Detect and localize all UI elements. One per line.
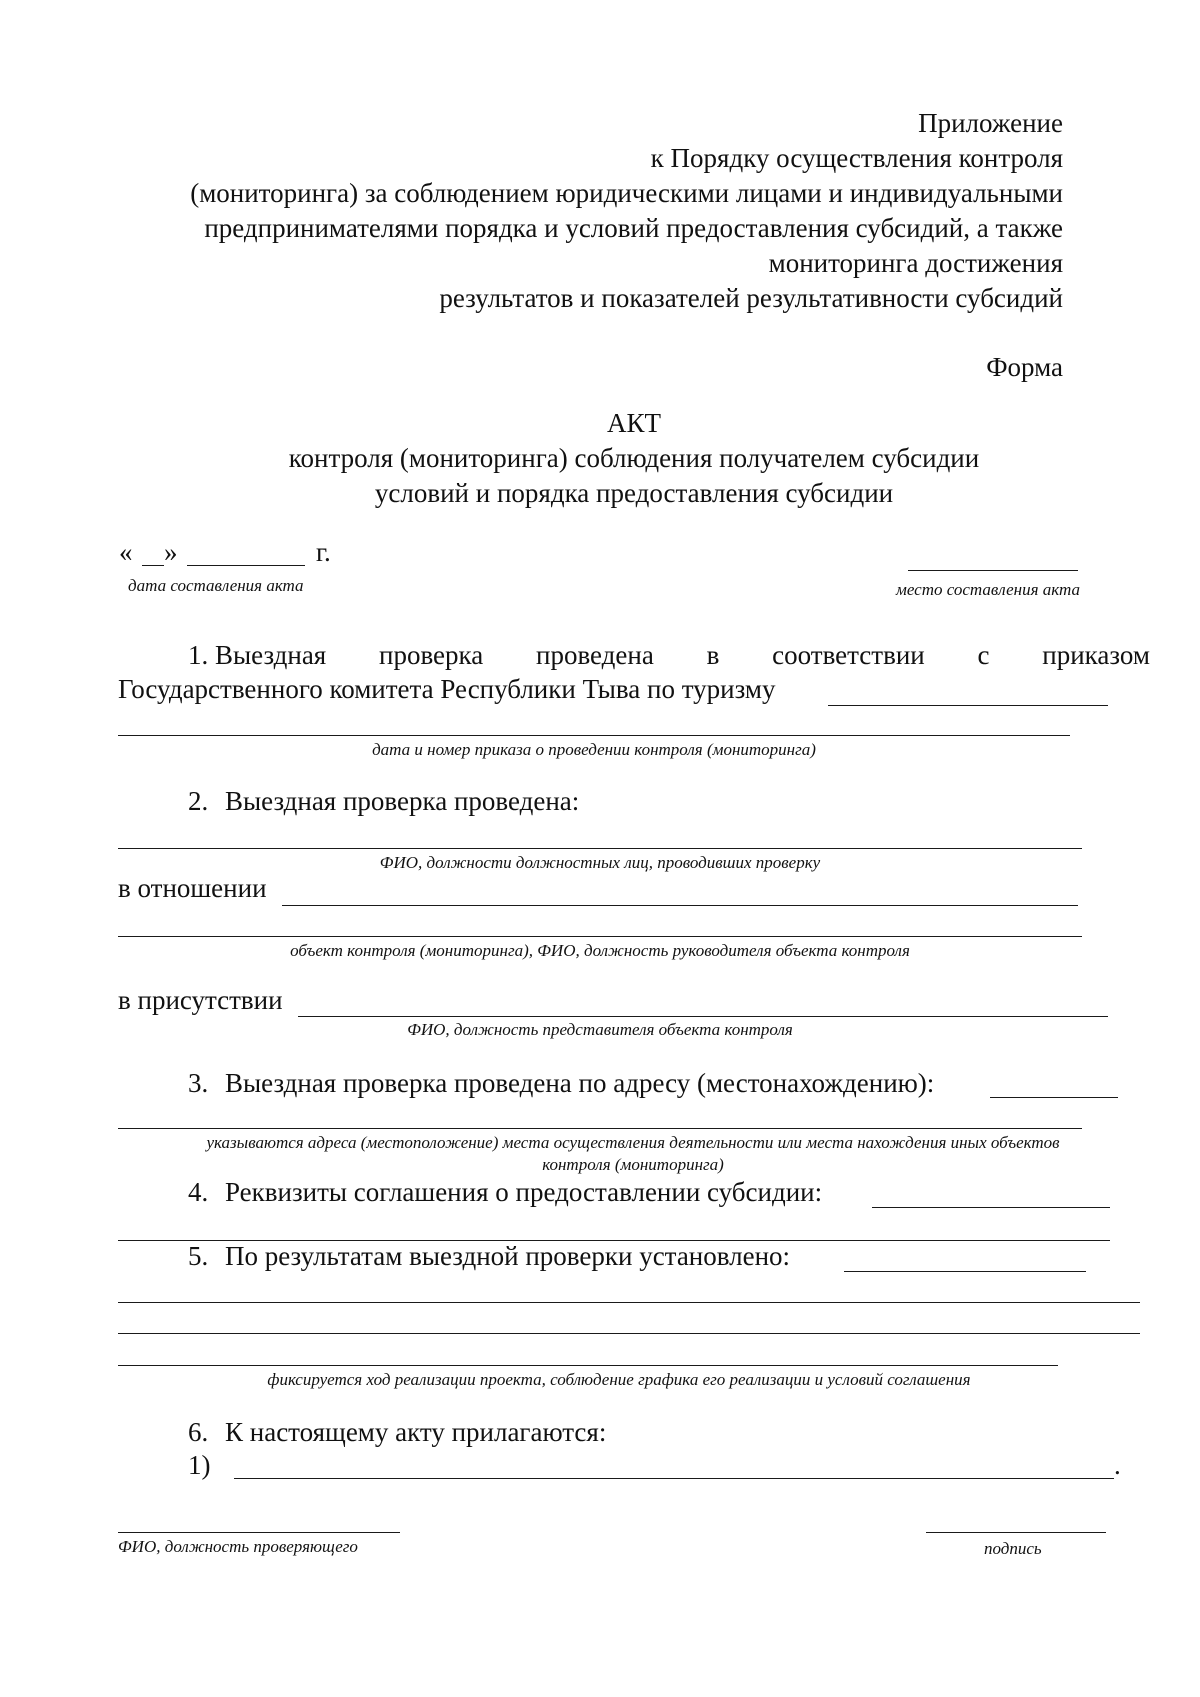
section5-heading [188, 1241, 790, 1272]
section1-order-line-2 [118, 735, 1070, 736]
date-day-line [142, 565, 164, 566]
section3-heading [188, 1068, 934, 1099]
section5-result-line-1 [844, 1271, 1086, 1272]
section6-item-number: 1) [188, 1450, 211, 1480]
signature-caption: подпись [984, 1539, 1042, 1558]
section1-word-5: с [977, 640, 990, 670]
section3-number: 3. [188, 1068, 209, 1098]
section2-caption-3: ФИО, должность представителя объекта контроля [407, 1020, 793, 1039]
section5-result-line-2 [118, 1302, 1140, 1303]
inspector-caption: ФИО, должность проверяющего [118, 1537, 358, 1556]
section1-word-0: Выездная [215, 640, 327, 670]
act-subtitle-1: контроля (мониторинга) соблюдения получателем субсидии [288, 443, 980, 473]
signature-line [926, 1532, 1106, 1533]
section3-address-line-1 [990, 1097, 1118, 1098]
section2-in-presence-line [298, 1016, 1108, 1017]
section5-result-line-4 [118, 1365, 1058, 1366]
place-caption: место составления акта [896, 580, 1080, 599]
section3-text: Выездная проверка проведена по адресу (местонахождению): [225, 1068, 935, 1098]
section1-word-1: проверка [379, 640, 484, 670]
section1-order-line-1 [828, 705, 1108, 706]
section6-text: К настоящему акту прилагаются: [225, 1417, 607, 1447]
date-open-quote: « [119, 537, 133, 567]
section5-result-line-3 [118, 1333, 1140, 1334]
section5-text: По результатам выездной проверки установлено: [225, 1241, 791, 1271]
section1-caption: дата и номер приказа о проведении контроля (мониторинга) [372, 740, 816, 759]
section1-number: 1. [188, 640, 209, 670]
section1-word-3: в [706, 640, 720, 670]
place-line [908, 570, 1078, 571]
date-caption: дата составления акта [128, 576, 304, 595]
section2-inspectors-line [118, 848, 1082, 849]
header-line-1: Приложение [918, 108, 1063, 138]
section4-heading [188, 1177, 822, 1208]
section5-caption: фиксируется ход реализации проекта, соблюдение графика его реализации и условий соглашения [267, 1370, 971, 1389]
section1-number-text [188, 640, 326, 671]
section5-number: 5. [188, 1241, 209, 1271]
section2-in-presence-label: в присутствии [118, 985, 283, 1015]
section3-caption-2: контроля (мониторинга) [542, 1155, 724, 1174]
section2-heading [188, 786, 579, 817]
section3-address-line-2 [118, 1128, 1082, 1129]
section2-caption-1: ФИО, должности должностных лиц, проводивших проверку [379, 853, 821, 872]
section1-word-2: проведена [536, 640, 654, 670]
section2-number: 2. [188, 786, 209, 816]
section1-word-4: соответствии [772, 640, 925, 670]
header-line-4: предпринимателями порядка и условий предоставления субсидий, а также [204, 213, 1063, 243]
section1-line1 [188, 640, 1150, 671]
section4-number: 4. [188, 1177, 209, 1207]
section1-line2: Государственного комитета Республики Тыва по туризму [118, 674, 776, 704]
date-month-line [187, 565, 305, 566]
section6-heading [188, 1417, 606, 1448]
date-year-suffix: г. [316, 537, 331, 567]
inspector-line [118, 1532, 400, 1533]
form-label: Форма [986, 352, 1063, 382]
section2-caption-2: объект контроля (мониторинга), ФИО, должность руководителя объекта контроля [290, 941, 910, 960]
section6-number: 6. [188, 1417, 209, 1447]
section2-text: Выездная проверка проведена: [225, 786, 580, 816]
section4-agreement-line-1 [872, 1207, 1110, 1208]
section4-text: Реквизиты соглашения о предоставлении субсидии: [225, 1177, 823, 1207]
header-line-5: мониторинга достижения [768, 248, 1063, 278]
act-subtitle-2: условий и порядка предоставления субсидии [374, 478, 894, 508]
section2-in-relation-label: в отношении [118, 873, 267, 903]
section3-caption-1: указываются адреса (местоположение) места осуществления деятельности или места нахождения иных объектов [206, 1133, 1060, 1152]
section2-in-relation-line [282, 905, 1078, 906]
section6-item-line [234, 1478, 1114, 1479]
header-line-3: (мониторинга) за соблюдением юридическими лицами и индивидуальными [190, 178, 1063, 208]
header-line-2: к Порядку осуществления контроля [650, 143, 1063, 173]
section1-word-6: приказом [1042, 640, 1150, 670]
header-line-6: результатов и показателей результативности субсидий [439, 283, 1063, 313]
section2-object-line [118, 936, 1082, 937]
section6-item-end: . [1114, 1450, 1121, 1480]
date-close-quote: » [164, 537, 178, 567]
act-title: АКТ [607, 408, 661, 438]
